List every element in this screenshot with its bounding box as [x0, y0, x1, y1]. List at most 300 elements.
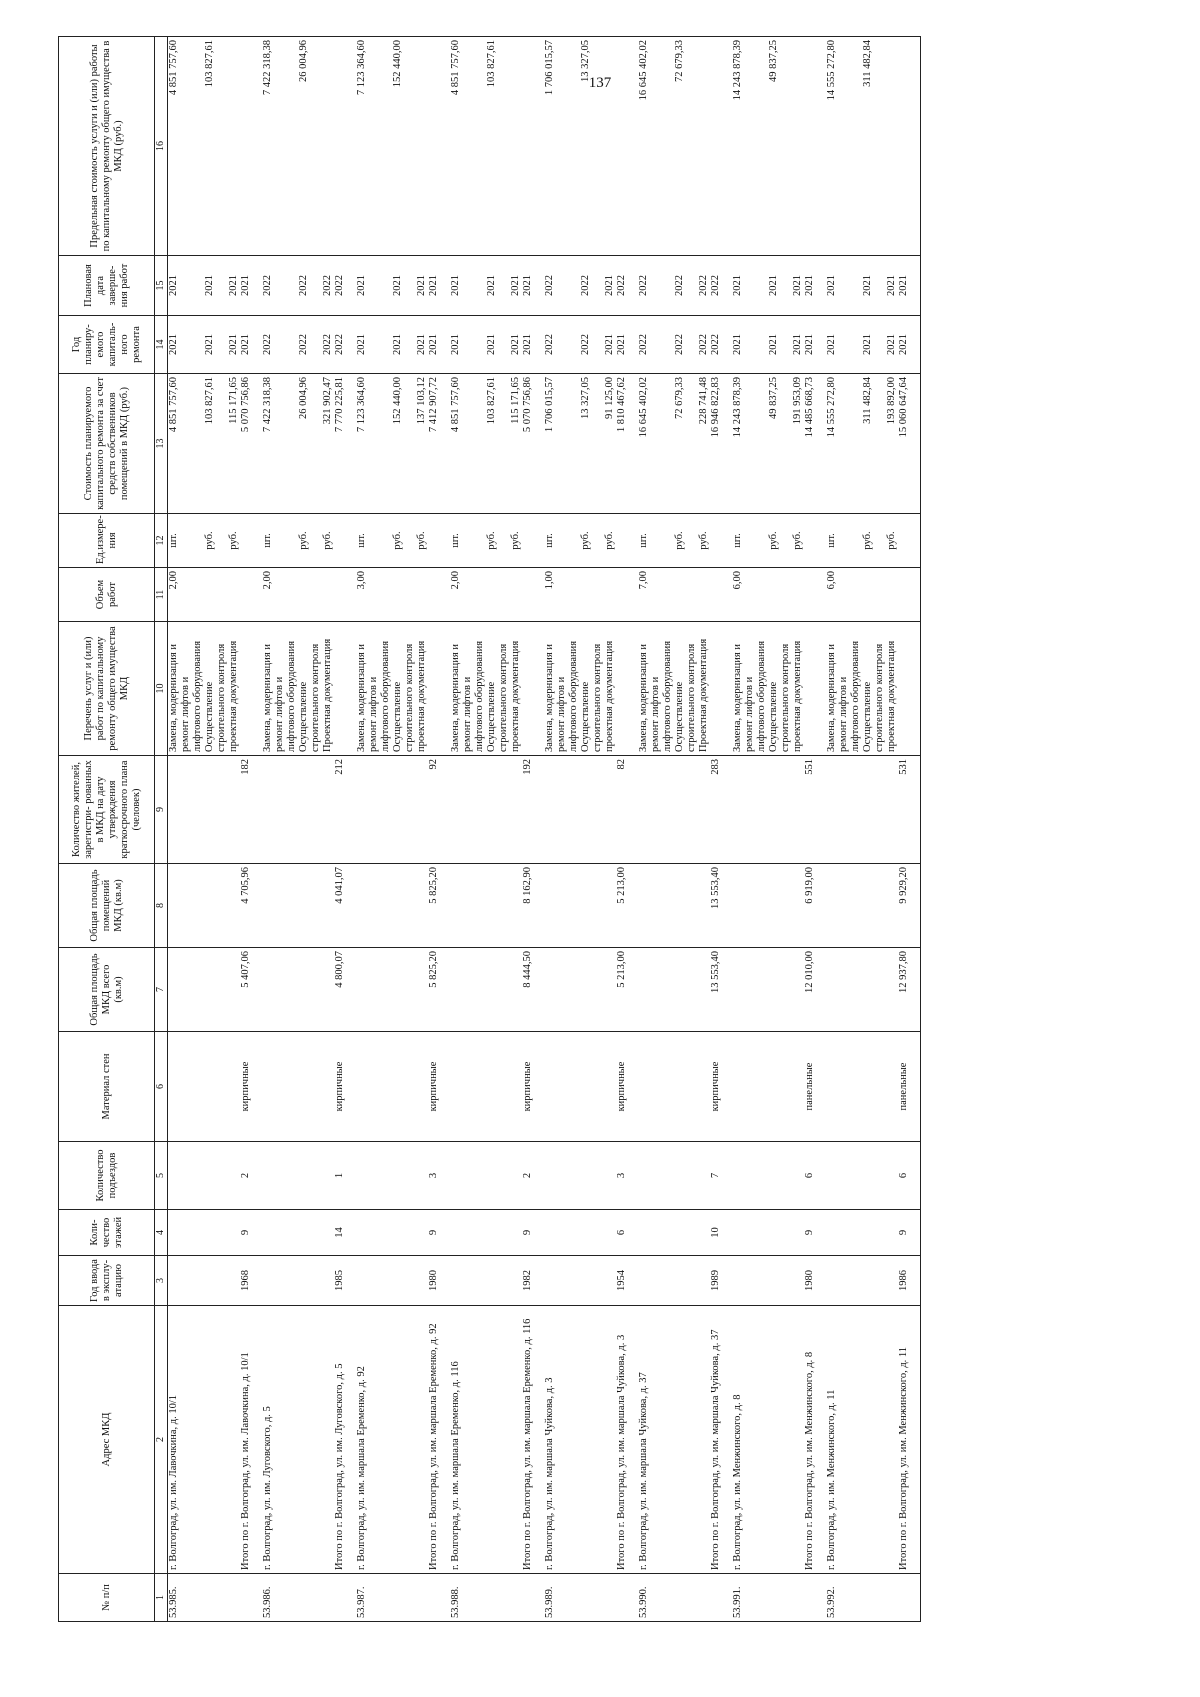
table-header-row: [59, 37, 155, 1622]
table-row: [874, 37, 886, 1622]
table-cell: руб.: [486, 514, 498, 568]
table-cell: [498, 256, 510, 316]
table-cell: 2021: [416, 316, 428, 374]
table-cell: руб.: [392, 514, 404, 568]
table-cell: [850, 37, 862, 256]
table-cell: [838, 1256, 850, 1306]
table-cell: [838, 256, 850, 316]
table-cell: [252, 316, 262, 374]
table-cell: [826, 1142, 838, 1210]
table-cell: [286, 1032, 298, 1142]
table-cell: [580, 864, 592, 948]
table-cell: [686, 374, 698, 514]
table-row: [450, 37, 462, 1622]
table-cell: Итого по г. Волгоград, ул. им. маршала Еременко, д. 116: [522, 1306, 534, 1574]
table-cell: [204, 1142, 216, 1210]
table-cell: [310, 948, 322, 1032]
table-cell: 72 679,33: [674, 374, 686, 514]
table-cell: [192, 1574, 204, 1622]
table-cell: кирпичные: [240, 1032, 252, 1142]
table-cell: [862, 1574, 874, 1622]
table-cell: [544, 756, 556, 864]
table-cell: кирпичные: [522, 1032, 534, 1142]
table-cell: [850, 864, 862, 948]
table-cell: [650, 568, 662, 622]
table-cell: 2022: [580, 316, 592, 374]
column-header: Коли- чество этажей: [59, 1210, 155, 1256]
table-cell: 3: [428, 1142, 440, 1210]
table-cell: Замена, модернизация и: [356, 622, 368, 756]
table-cell: руб.: [674, 514, 686, 568]
table-row: [580, 37, 592, 1622]
table-cell: руб.: [204, 514, 216, 568]
table-cell: 2021: [510, 256, 522, 316]
table-cell: 212: [334, 756, 346, 864]
table-cell: [498, 568, 510, 622]
table-cell: [862, 1032, 874, 1142]
table-cell: 551: [804, 756, 816, 864]
table-cell: 103 827,61: [204, 374, 216, 514]
table-cell: [356, 864, 368, 948]
table-cell: 92: [428, 756, 440, 864]
table-cell: [628, 37, 638, 256]
table-cell: [826, 864, 838, 948]
table-cell: [522, 1574, 534, 1622]
table-cell: руб.: [580, 514, 592, 568]
table-cell: 2021: [826, 256, 838, 316]
table-cell: 9: [898, 1210, 910, 1256]
table-row: [440, 37, 450, 1622]
table-cell: [322, 948, 334, 1032]
table-cell: [486, 1210, 498, 1256]
table-cell: [662, 864, 674, 948]
table-cell: [392, 1032, 404, 1142]
table-cell: строительного контроля: [216, 622, 228, 756]
table-cell: [686, 864, 698, 948]
table-cell: 6: [898, 1142, 910, 1210]
table-cell: [722, 864, 732, 948]
table-cell: [674, 1574, 686, 1622]
table-cell: 13 553,40: [710, 864, 722, 948]
table-cell: [474, 1256, 486, 1306]
table-row: [286, 37, 298, 1622]
table-cell: [862, 1256, 874, 1306]
table-cell: [440, 37, 450, 256]
table-cell: [886, 1210, 898, 1256]
table-cell: [522, 622, 534, 756]
table-cell: [474, 1142, 486, 1210]
table-cell: 2022: [334, 256, 346, 316]
table-cell: [216, 1032, 228, 1142]
table-cell: [686, 1574, 698, 1622]
table-cell: 49 837,25: [768, 374, 780, 514]
table-cell: [228, 948, 240, 1032]
table-cell: [722, 1032, 732, 1142]
table-row: [662, 37, 674, 1622]
table-cell: 2021: [898, 256, 910, 316]
column-number: 3: [155, 1256, 168, 1306]
table-cell: [874, 1210, 886, 1256]
table-cell: [274, 948, 286, 1032]
table-cell: [862, 568, 874, 622]
table-cell: [498, 316, 510, 374]
table-cell: г. Волгоград, ул. им. Менжинского, д. 8: [732, 1306, 744, 1574]
table-cell: [310, 1306, 322, 1574]
table-cell: Замена, модернизация и: [450, 622, 462, 756]
table-cell: [298, 1256, 310, 1306]
table-cell: 2021: [886, 316, 898, 374]
table-cell: [816, 37, 826, 256]
table-cell: строительного контроля: [874, 622, 886, 756]
table-cell: [816, 622, 826, 756]
table-cell: [534, 1574, 544, 1622]
table-cell: [544, 1032, 556, 1142]
table-cell: [628, 1032, 638, 1142]
table-cell: [628, 1210, 638, 1256]
table-cell: [604, 948, 616, 1032]
table-cell: [216, 1306, 228, 1574]
table-cell: [462, 1142, 474, 1210]
table-row: [392, 37, 404, 1622]
table-cell: [440, 1306, 450, 1574]
table-cell: [252, 622, 262, 756]
column-header: Перечень услуг и (или) работ по капитальному ремонту общего имущества МКД: [59, 622, 155, 756]
table-cell: [780, 948, 792, 1032]
table-cell: лифтового оборудования: [756, 622, 768, 756]
table-cell: [204, 1306, 216, 1574]
table-cell: 13 553,40: [710, 948, 722, 1032]
table-cell: [592, 1142, 604, 1210]
table-cell: [780, 1306, 792, 1574]
table-cell: [322, 1256, 334, 1306]
table-row: [826, 37, 838, 1622]
table-cell: [544, 948, 556, 1032]
table-cell: [310, 1210, 322, 1256]
table-cell: [298, 1210, 310, 1256]
table-cell: строительного контроля: [404, 622, 416, 756]
table-cell: [474, 948, 486, 1032]
table-cell: [240, 1574, 252, 1622]
table-cell: 2021: [886, 256, 898, 316]
table-cell: [346, 756, 356, 864]
table-row: [910, 37, 921, 1622]
table-cell: [580, 568, 592, 622]
table-cell: [450, 1210, 462, 1256]
table-cell: 14: [334, 1210, 346, 1256]
table-cell: 2,00: [450, 568, 462, 622]
table-cell: [298, 568, 310, 622]
table-cell: [722, 37, 732, 256]
table-cell: 4 041,07: [334, 864, 346, 948]
table-cell: 2021: [862, 316, 874, 374]
table-row: [204, 37, 216, 1622]
table-cell: [498, 374, 510, 514]
table-cell: [334, 1574, 346, 1622]
table-cell: [662, 1032, 674, 1142]
table-cell: 14 555 272,80: [826, 37, 838, 256]
table-cell: [722, 948, 732, 1032]
table-cell: [228, 37, 240, 256]
table-cell: [722, 568, 732, 622]
table-cell: 2022: [710, 316, 722, 374]
table-cell: [252, 1142, 262, 1210]
table-cell: шт.: [356, 514, 368, 568]
table-cell: [180, 514, 192, 568]
table-cell: [580, 1210, 592, 1256]
table-cell: [638, 756, 650, 864]
table-cell: 5 825,20: [428, 948, 440, 1032]
table-cell: проектная документация: [792, 622, 804, 756]
table-cell: [874, 948, 886, 1032]
table-row: [686, 37, 698, 1622]
table-cell: 2021: [392, 256, 404, 316]
table-cell: [756, 374, 768, 514]
table-cell: [816, 316, 826, 374]
table-cell: [286, 37, 298, 256]
table-cell: [450, 1256, 462, 1306]
table-cell: [662, 374, 674, 514]
table-cell: кирпичные: [616, 1032, 628, 1142]
table-cell: [310, 756, 322, 864]
table-cell: строительного контроля: [310, 622, 322, 756]
table-cell: 2021: [228, 256, 240, 316]
table-cell: 2021: [486, 316, 498, 374]
table-cell: [274, 1256, 286, 1306]
table-cell: [874, 37, 886, 256]
table-cell: [252, 1574, 262, 1622]
table-cell: [698, 1210, 710, 1256]
table-cell: [192, 1032, 204, 1142]
table-cell: [604, 568, 616, 622]
table-cell: 5 407,06: [240, 948, 252, 1032]
table-cell: [686, 1306, 698, 1574]
table-cell: [722, 1574, 732, 1622]
table-cell: [298, 948, 310, 1032]
table-cell: 2021: [804, 256, 816, 316]
table-cell: [474, 1574, 486, 1622]
table-cell: [262, 1256, 274, 1306]
table-cell: [628, 374, 638, 514]
table-cell: 2022: [674, 316, 686, 374]
table-cell: [780, 316, 792, 374]
column-number: 12: [155, 514, 168, 568]
table-cell: [404, 864, 416, 948]
table-cell: [346, 256, 356, 316]
table-cell: 53.989.: [544, 1574, 556, 1622]
table-cell: [180, 948, 192, 1032]
table-cell: [792, 1032, 804, 1142]
table-cell: 2021: [240, 316, 252, 374]
table-cell: [510, 1210, 522, 1256]
table-cell: [216, 864, 228, 948]
table-cell: [592, 316, 604, 374]
table-cell: [286, 1306, 298, 1574]
table-row: [838, 37, 850, 1622]
table-cell: [650, 256, 662, 316]
column-number: 13: [155, 374, 168, 514]
table-cell: [416, 1256, 428, 1306]
table-cell: [816, 1210, 826, 1256]
table-cell: лифтового оборудования: [380, 622, 392, 756]
table-cell: 6,00: [826, 568, 838, 622]
table-cell: [898, 568, 910, 622]
table-cell: [756, 1142, 768, 1210]
table-cell: [498, 1032, 510, 1142]
table-cell: [910, 1306, 921, 1574]
table-cell: [838, 1142, 850, 1210]
column-number: 11: [155, 568, 168, 622]
table-cell: [732, 948, 744, 1032]
table-cell: [510, 1032, 522, 1142]
table-cell: панельные: [898, 1032, 910, 1142]
table-cell: [756, 1574, 768, 1622]
table-cell: [698, 1256, 710, 1306]
table-cell: [792, 1306, 804, 1574]
table-cell: г. Волгоград, ул. им. Менжинского, д. 11: [826, 1306, 838, 1574]
table-cell: [838, 1032, 850, 1142]
table-cell: [722, 316, 732, 374]
table-cell: [474, 256, 486, 316]
table-cell: г. Волгоград, ул. им. маршала Чуйкова, д. 3: [544, 1306, 556, 1574]
column-header: Объем работ: [59, 568, 155, 622]
table-cell: [638, 1256, 650, 1306]
table-cell: [816, 1032, 826, 1142]
table-cell: проектная документация: [604, 622, 616, 756]
table-cell: [534, 374, 544, 514]
table-row: [404, 37, 416, 1622]
table-cell: [368, 256, 380, 316]
table-cell: [262, 1142, 274, 1210]
table-row: [544, 37, 556, 1622]
table-cell: [274, 37, 286, 256]
table-cell: [416, 948, 428, 1032]
table-cell: [722, 514, 732, 568]
table-row: [474, 37, 486, 1622]
table-cell: [768, 1032, 780, 1142]
table-cell: [792, 1142, 804, 1210]
table-cell: 2022: [580, 256, 592, 316]
table-cell: [462, 864, 474, 948]
table-cell: [710, 514, 722, 568]
table-cell: [240, 568, 252, 622]
table-cell: [346, 1306, 356, 1574]
table-cell: [698, 568, 710, 622]
table-cell: [510, 568, 522, 622]
table-cell: 2021: [204, 256, 216, 316]
table-cell: [474, 37, 486, 256]
table-cell: 2021: [450, 316, 462, 374]
table-cell: лифтового оборудования: [850, 622, 862, 756]
table-cell: [744, 1210, 756, 1256]
table-cell: лифтового оборудования: [568, 622, 580, 756]
table-cell: [416, 1306, 428, 1574]
table-row: [850, 37, 862, 1622]
table-cell: [252, 1210, 262, 1256]
table-cell: проектная документация: [416, 622, 428, 756]
table-cell: [638, 1032, 650, 1142]
table-cell: [534, 316, 544, 374]
table-cell: 2021: [510, 316, 522, 374]
column-number: 7: [155, 948, 168, 1032]
table-cell: [780, 1032, 792, 1142]
table-row: [416, 37, 428, 1622]
table-cell: [838, 514, 850, 568]
table-cell: строительного контроля: [592, 622, 604, 756]
table-row: [462, 37, 474, 1622]
table-cell: 5 825,20: [428, 864, 440, 948]
table-cell: [732, 1256, 744, 1306]
table-cell: шт.: [168, 514, 181, 568]
table-cell: [486, 1574, 498, 1622]
table-row: [192, 37, 204, 1622]
table-cell: [616, 568, 628, 622]
table-cell: [910, 756, 921, 864]
table-cell: [298, 1032, 310, 1142]
table-cell: [686, 1032, 698, 1142]
table-cell: [404, 1142, 416, 1210]
table-cell: [910, 1574, 921, 1622]
table-cell: [474, 1210, 486, 1256]
table-cell: [262, 864, 274, 948]
table-cell: [310, 374, 322, 514]
table-cell: [744, 256, 756, 316]
table-cell: [380, 756, 392, 864]
table-cell: [204, 1574, 216, 1622]
table-cell: [674, 1032, 686, 1142]
table-cell: [498, 514, 510, 568]
table-cell: [556, 374, 568, 514]
table-cell: 53.988.: [450, 1574, 462, 1622]
table-cell: [698, 756, 710, 864]
table-cell: [744, 1032, 756, 1142]
table-cell: [510, 1142, 522, 1210]
table-cell: [886, 1256, 898, 1306]
table-cell: [216, 756, 228, 864]
table-cell: [310, 864, 322, 948]
table-cell: [286, 374, 298, 514]
table-cell: [556, 1256, 568, 1306]
table-cell: 7 422 318,38: [262, 37, 274, 256]
table-cell: [544, 1210, 556, 1256]
table-cell: 2022: [322, 256, 334, 316]
table-cell: [556, 514, 568, 568]
table-cell: [568, 1574, 580, 1622]
table-cell: [792, 568, 804, 622]
table-row: [216, 37, 228, 1622]
table-cell: [638, 948, 650, 1032]
table-cell: [192, 756, 204, 864]
table-cell: [450, 864, 462, 948]
table-cell: 2: [522, 1142, 534, 1210]
table-cell: [686, 1142, 698, 1210]
column-number: 15: [155, 256, 168, 316]
table-cell: [638, 1210, 650, 1256]
table-cell: [580, 1142, 592, 1210]
table-cell: [556, 256, 568, 316]
table-cell: [192, 256, 204, 316]
table-cell: [556, 316, 568, 374]
table-cell: [874, 1306, 886, 1574]
table-cell: 311 482,84: [862, 37, 874, 256]
table-cell: [356, 1210, 368, 1256]
table-cell: [404, 256, 416, 316]
table-cell: [568, 568, 580, 622]
table-cell: [274, 374, 286, 514]
table-cell: [838, 864, 850, 948]
table-cell: 103 827,61: [486, 37, 498, 256]
table-cell: [274, 756, 286, 864]
table-cell: [180, 374, 192, 514]
